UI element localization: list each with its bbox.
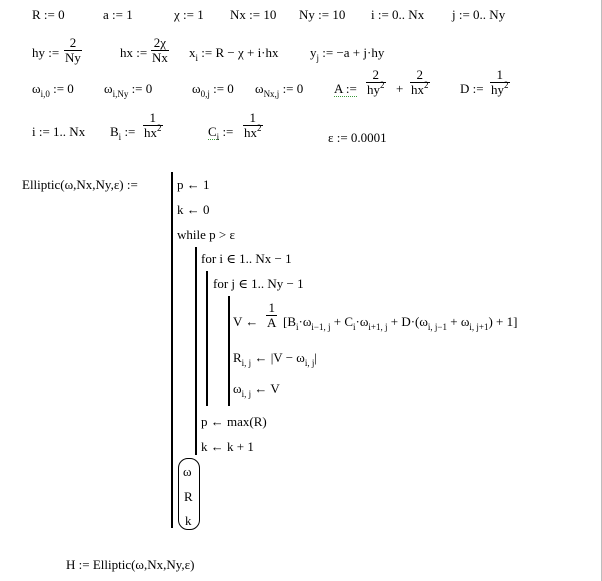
bc-omega-i0[interactable]: $\omega_{i,0}$ := 0 <box>32 81 74 99</box>
def-y[interactable]: $y_j$ := −a + j·hy <box>310 45 385 63</box>
def-a-coef-plus: + <box>396 81 404 96</box>
def-a[interactable]: a := 1 <box>103 7 133 22</box>
stmt-k-increment[interactable]: k ← k + 1 <box>201 439 254 454</box>
def-hy-frac: $\frac{2}{Ny}$ <box>65 35 81 65</box>
def-chi[interactable]: χ := 1 <box>174 7 204 22</box>
def-hx-frac: $\frac{2\chi}{Nx}$ <box>152 35 168 65</box>
def-i-range2[interactable]: i := 1.. Nx <box>32 124 86 139</box>
while-bar <box>195 247 197 455</box>
stmt-p-init[interactable]: p ← 1 <box>177 177 210 192</box>
bc-omega-iny[interactable]: $\omega_{i,Ny}$ := 0 <box>104 81 153 99</box>
program-signature[interactable]: Elliptic(ω,Nx,Ny,ε) := <box>22 177 138 192</box>
def-a-coef-lhs[interactable]: A := <box>334 81 357 96</box>
bc-omega-nxj[interactable]: $\omega_{Nx,j}$ := 0 <box>255 81 304 99</box>
def-c-frac: $\frac{1}{hx^2}$ <box>244 110 262 140</box>
def-i-range[interactable]: i := 0.. Nx <box>371 7 425 22</box>
def-d-lhs[interactable]: D := <box>460 81 484 96</box>
stmt-v-lhs[interactable]: V ← <box>233 314 259 329</box>
return-r: R <box>184 489 193 504</box>
def-d-frac: $\frac{1}{hy^2}$ <box>491 67 509 97</box>
return-k: k <box>185 513 192 528</box>
def-a-coef-frac2: $\frac{2}{hx^2}$ <box>411 67 429 97</box>
stmt-p-max[interactable]: p ← max(R) <box>201 414 267 429</box>
stmt-k-init[interactable]: k ← 0 <box>177 202 210 217</box>
stmt-while[interactable]: while p > ε <box>177 227 235 242</box>
def-ny[interactable]: Ny := 10 <box>299 7 346 22</box>
stmt-r-assign[interactable]: $R_{i, j}$ ← $|V - \omega_{i, j}|$ <box>233 350 317 368</box>
stmt-omega-assign[interactable]: $\omega_{i, j}$ ← V <box>233 381 280 399</box>
return-omega: ω <box>183 464 192 479</box>
def-r[interactable]: R := 0 <box>32 7 65 22</box>
result-h[interactable]: H := Elliptic(ω,Nx,Ny,ε) <box>66 557 195 572</box>
stmt-for-j[interactable]: for j ∈ 1.. Ny − 1 <box>213 276 304 291</box>
def-hy-lhs[interactable]: hy := <box>32 45 60 60</box>
for-j-bar <box>228 296 230 406</box>
def-j-range[interactable]: j := 0.. Ny <box>452 7 506 22</box>
stmt-for-i[interactable]: for i ∈ 1.. Nx − 1 <box>201 251 292 266</box>
stmt-v-frac: $\frac{1}{A}$ <box>267 300 277 330</box>
def-a-coef-frac1: $\frac{2}{hy^2}$ <box>367 67 385 97</box>
def-b-frac: $\frac{1}{hx^2}$ <box>144 110 162 140</box>
def-epsilon[interactable]: ε := 0.0001 <box>328 130 387 145</box>
def-b-lhs[interactable]: $B_i$ := <box>110 124 136 142</box>
def-hx-lhs[interactable]: hx := <box>120 45 148 60</box>
def-c-lhs[interactable]: $C_i$ := <box>208 124 234 142</box>
program-bar <box>171 172 173 528</box>
stmt-v-body: $[B_i\cdot\omega_{i-1, j} + C_i\cdot\omega_{i+1, j} + D\cdot(\omega_{i, j-1} + \omega_{i, j+1}) + 1]$ <box>283 314 518 332</box>
def-nx[interactable]: Nx := 10 <box>230 7 277 22</box>
bc-omega-0j[interactable]: $\omega_{0,j}$ := 0 <box>192 81 234 99</box>
for-i-bar <box>206 271 208 406</box>
def-x[interactable]: $x_i$ := R − χ + i·hx <box>189 45 279 63</box>
